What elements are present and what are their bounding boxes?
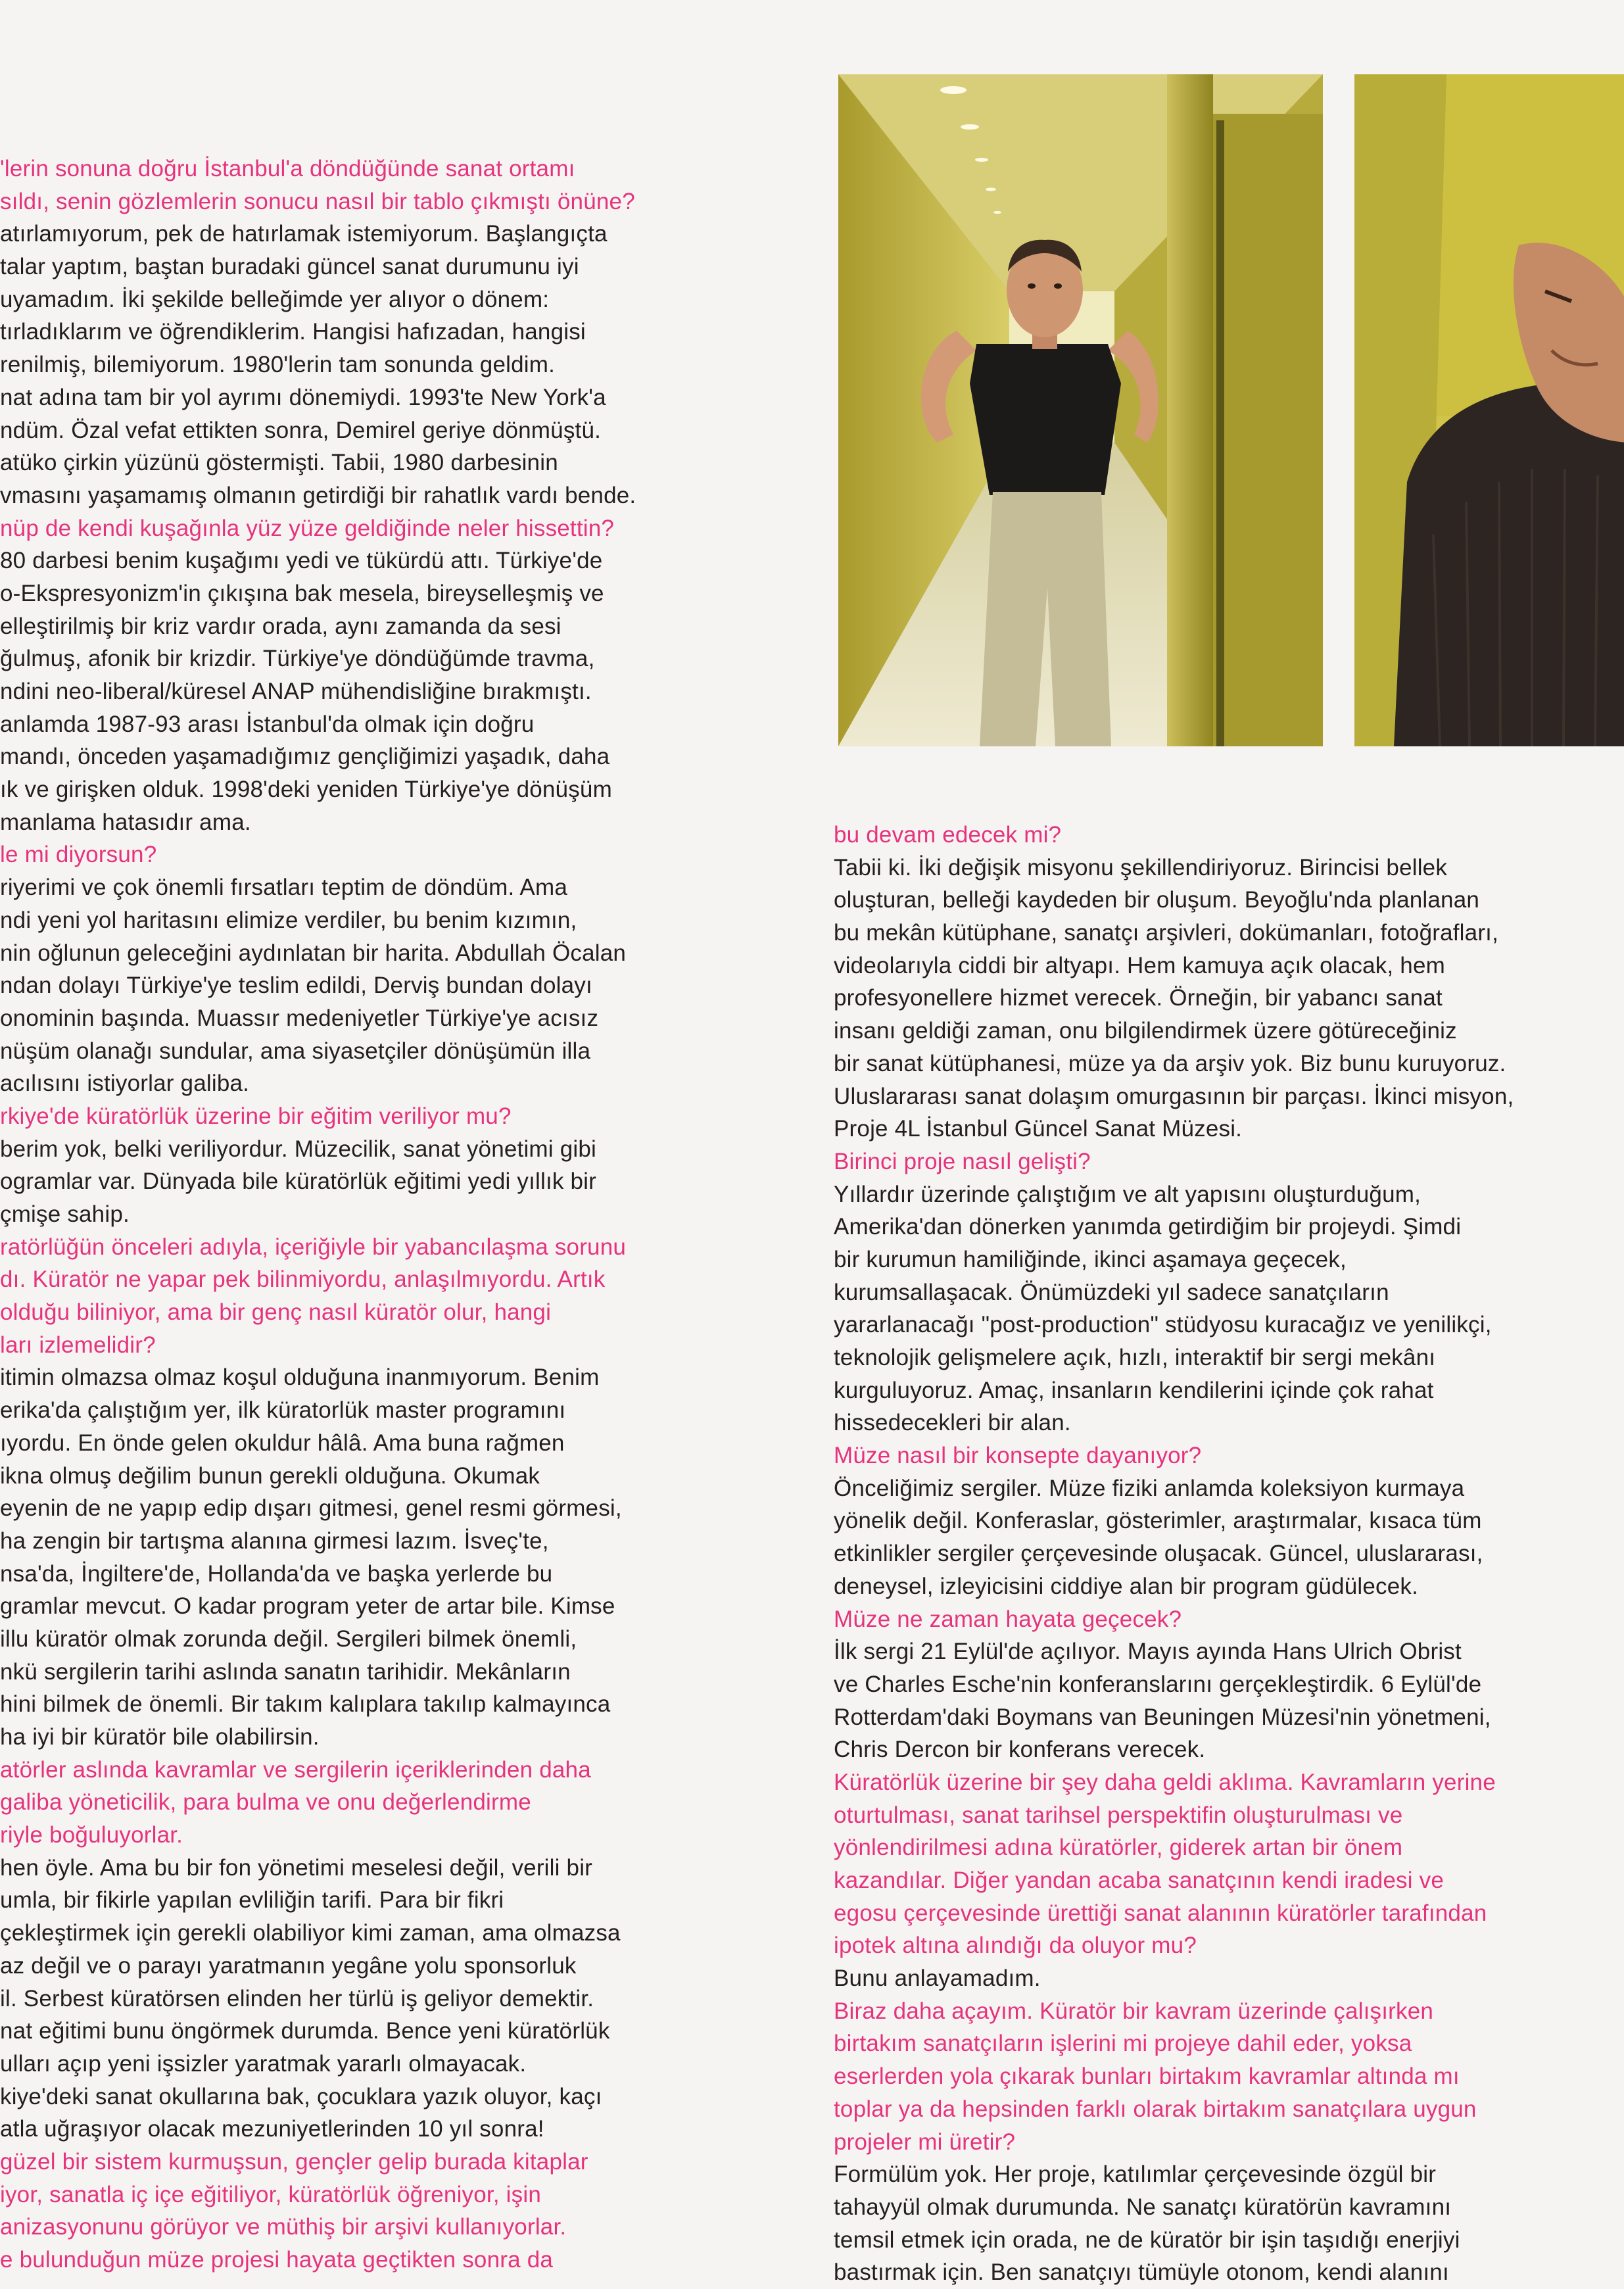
left-answer-line: ogramlar var. Dünyada bile küratörlük eğitimi yedi yıllık bir bbox=[0, 1169, 597, 1195]
left-answer-line: umla, bir fikirle yapılan evliliğin tarifi. Para bir fikri bbox=[0, 1887, 504, 1914]
right-answer-line: yararlanacağı "post-production" stüdyosu kuracağız ve yenilikçi, bbox=[834, 1312, 1492, 1338]
left-answer-line: ha zengin bir tartışma alanına girmesi lazım. İsveç'te, bbox=[0, 1528, 549, 1554]
left-answer-line: ulları açıp yeni işsizler yaratmak yararlı olmayacak. bbox=[0, 2050, 527, 2077]
left-answer-line: itimin olmazsa olmaz koşul olduğuna inanmıyorum. Benim bbox=[0, 1364, 600, 1391]
right-answer-line: bir sanat kütüphanesi, müze ya da arşiv yok. Biz bunu kuruyoruz. bbox=[834, 1050, 1506, 1076]
right-question-line: Müze ne zaman hayata geçecek? bbox=[834, 1606, 1182, 1632]
left-answer-line: erika'da çalıştığım yer, ilk küratorlük master programını bbox=[0, 1397, 566, 1424]
left-answer-line: 80 darbesi benim kuşağımı yedi ve tükürdü attı. Türkiye'de bbox=[0, 548, 603, 574]
left-answer-line: vmasını yaşamamış olmanın getirdiği bir rahatlık vardı bende. bbox=[0, 482, 636, 508]
right-question-line: Küratörlük üzerine bir şey daha geldi aklıma. Kavramların yerine bbox=[834, 1769, 1496, 1795]
right-question-line: kazandılar. Diğer yandan acaba sanatçının kendi iradesi ve bbox=[834, 1867, 1445, 1893]
left-answer-line: riyerimi ve çok önemli fırsatları teptim de döndüm. Ama bbox=[0, 875, 567, 901]
right-question-line: Müze nasıl bir konsepte dayanıyor? bbox=[834, 1443, 1202, 1469]
right-answer-line: profesyonellere hizmet verecek. Örneğin, bir yabancı sanat bbox=[834, 985, 1443, 1011]
left-answer-line: berim yok, belki veriliyordur. Müzecilik, sanat yönetimi gibi bbox=[0, 1136, 596, 1162]
left-answer-line: nsa'da, İngiltere'de, Hollanda'da ve başka yerlerde bu bbox=[0, 1560, 553, 1587]
left-answer-line: ndüm. Özal vefat ettikten sonra, Demirel geriye dönmüştü. bbox=[0, 417, 602, 443]
right-text-column bbox=[834, 819, 1590, 2289]
left-answer-line: atırlamıyorum, pek de hatırlamak istemiyorum. Başlangıçta bbox=[0, 221, 608, 247]
left-answer-line: atüko çirkin yüzünü göstermişti. Tabii, 1980 darbesinin bbox=[0, 450, 558, 476]
left-answer-line: il. Serbest küratörsen elinden her türlü iş geliyor demektir. bbox=[0, 1985, 594, 2012]
right-answer-line: bu mekân kütüphane, sanatçı arşivleri, dokümanları, fotoğrafları, bbox=[834, 920, 1499, 946]
left-answer-line: uyamadım. İki şekilde belleğimde yer alıyor o dönem: bbox=[0, 286, 550, 312]
left-answer-line: ndi yeni yol haritasını elimize verdiler, bu benim kızımın, bbox=[0, 907, 577, 933]
right-question-line: Biraz daha açayım. Küratör bir kavram üzerinde çalışırken bbox=[834, 1998, 1434, 2024]
left-answer-line: nat eğitimi bunu öngörmek durumda. Bence yeni küratörlük bbox=[0, 2018, 610, 2044]
right-question-line: bu devam edecek mi? bbox=[834, 822, 1062, 848]
left-answer-line: gramlar mevcut. O kadar program yeter de artar bile. Kimse bbox=[0, 1593, 615, 1620]
right-answer-line: Uluslararası sanat dolaşım omurgasının bir parçası. İkinci misyon, bbox=[834, 1083, 1514, 1109]
left-question-line: anizasyonunu görüyor ve müthiş bir arşivi kullanıyorlar. bbox=[0, 2214, 567, 2240]
left-question-line: 'lerin sonuna doğru İstanbul'a döndüğünde sanat ortamı bbox=[0, 156, 575, 181]
right-answer-line: Chris Dercon bir konferans verecek. bbox=[834, 1737, 1206, 1763]
left-answer-line: mandı, önceden yaşamadığımız gençliğimizi yaşadık, daha bbox=[0, 744, 610, 770]
left-answer-line: illu küratör olmak zorunda değil. Sergileri bilmek önemli, bbox=[0, 1626, 577, 1652]
left-answer-line: talar yaptım, baştan buradaki güncel sanat durumunu iyi bbox=[0, 254, 579, 280]
right-question-line: oturtulması, sanat tarihsel perspektifin oluşturulması ve bbox=[834, 1802, 1403, 1828]
right-question-line: birtakım sanatçıların işlerini mi projeye dahil eder, yoksa bbox=[834, 2031, 1412, 2057]
left-answer-line: hini bilmek de önemli. Bir takım kalıplara takılıp kalmayınca bbox=[0, 1691, 611, 1718]
right-answer-line: Proje 4L İstanbul Güncel Sanat Müzesi. bbox=[834, 1116, 1243, 1142]
left-question-line: galiba yöneticilik, para bulma ve onu değerlendirme bbox=[0, 1789, 531, 1816]
right-answer-line: Amerika'dan dönerken yanımda getirdiğim bir projeydi. Şimdi bbox=[834, 1214, 1462, 1240]
left-answer-line: hen öyle. Ama bu bir fon yönetimi meselesi değil, verili bir bbox=[0, 1854, 593, 1881]
left-answer-line: ğulmuş, afonik bir krizdir. Türkiye'ye döndüğümde travma, bbox=[0, 646, 595, 672]
right-answer-line: bastırmak için. Ben sanatçıyı tümüyle otonom, kendi alanını bbox=[834, 2259, 1449, 2286]
right-answer-line: yönelik değil. Konferaslar, gösterimler, araştırmalar, kısaca tüm bbox=[834, 1508, 1482, 1534]
left-answer-line: ıyordu. En önde gelen okuldur hâlâ. Ama buna rağmen bbox=[0, 1430, 565, 1456]
left-question-line: ratörlüğün önceleri adıyla, içeriğiyle bir yabancılaşma sorunu bbox=[0, 1234, 627, 1260]
corridor-photo-image bbox=[838, 74, 1323, 746]
left-question-line: güzel bir sistem kurmuşsun, gençler gelip burada kitaplar bbox=[0, 2148, 588, 2175]
left-question-line: dı. Küratör ne yapar pek bilinmiyordu, anlaşılmıyordu. Artık bbox=[0, 1266, 606, 1293]
right-question-line: egosu çerçevesinde ürettiği sanat alanının küratörler tarafından bbox=[834, 1900, 1487, 1926]
left-question-line: nüp de kendi kuşağınla yüz yüze geldiğinde neler hissettin? bbox=[0, 515, 615, 541]
left-answer-line: atla uğraşıyor olacak mezuniyetlerinden 10 yıl sonra! bbox=[0, 2116, 544, 2142]
right-answer-line: videolarıyla ciddi bir altyapı. Hem kamuya açık olacak, hem bbox=[834, 952, 1445, 978]
left-answer-line: acılısını istiyorlar galiba. bbox=[0, 1071, 250, 1097]
right-answer-line: deneysel, izleyicisini ciddiye alan bir program güdülecek. bbox=[834, 1573, 1418, 1599]
right-answer-line: Bunu anlayamadım. bbox=[834, 1965, 1041, 1992]
left-question-line: atörler aslında kavramlar ve sergilerin içeriklerinden daha bbox=[0, 1756, 591, 1783]
closeup-photo bbox=[1354, 74, 1624, 746]
right-answer-line: insanı geldiği zaman, onu bilgilendirmek üzere götüreceğiniz bbox=[834, 1018, 1457, 1044]
left-question-line: iyor, sanatla iç içe eğitiliyor, küratörlük öğreniyor, işin bbox=[0, 2181, 542, 2207]
left-answer-line: çekleştirmek için gerekli olabiliyor kimi zaman, ama olmazsa bbox=[0, 1920, 621, 1946]
left-answer-line: nat adına tam bir yol ayrımı dönemiydi. 1993'te New York'a bbox=[0, 384, 606, 410]
left-answer-line: tırladıklarım ve öğrendiklerim. Hangisi hafızadan, hangisi bbox=[0, 319, 586, 345]
right-question-line: yönlendirilmesi adına küratörler, giderek artan bir önem bbox=[834, 1835, 1403, 1861]
left-answer-line: ık ve girişken olduk. 1998'deki yeniden Türkiye'ye dönüşüm bbox=[0, 777, 612, 803]
left-answer-line: renilmiş, bilemiyorum. 1980'lerin tam sonunda geldim. bbox=[0, 352, 556, 378]
left-answer-line: manlama hatasıdır ama. bbox=[0, 809, 251, 835]
left-answer-line: anlamda 1987-93 arası İstanbul'da olmak için doğru bbox=[0, 711, 535, 737]
right-question-line: eserlerden yola çıkarak bunları birtakım kavramlar altında mı bbox=[834, 2063, 1460, 2090]
right-answer-line: hissedecekleri bir alan. bbox=[834, 1410, 1071, 1436]
left-answer-line: az değil ve o parayı yaratmanın yegâne yolu sponsorluk bbox=[0, 1952, 577, 1979]
right-question-line: Birinci proje nasıl gelişti? bbox=[834, 1148, 1091, 1174]
left-answer-line: ndini neo-liberal/küresel ANAP mühendisliğine bırakmıştı. bbox=[0, 679, 592, 704]
left-answer-line: onominin başında. Muassır medeniyetler Türkiye'ye acısız bbox=[0, 1005, 599, 1031]
right-answer-line: Rotterdam'daki Boymans van Beuningen Müzesi'nin yönetmeni, bbox=[834, 1704, 1491, 1730]
left-question-line: olduğu biliniyor, ama bir genç nasıl küratör olur, hangi bbox=[0, 1299, 552, 1326]
right-answer-line: Tabii ki. İki değişik misyonu şekillendiriyoruz. Birincisi bellek bbox=[834, 854, 1448, 880]
right-answer-line: tahayyül olmak durumunda. Ne sanatçı küratörün kavramını bbox=[834, 2194, 1452, 2220]
right-question-line: ipotek altına alındığı da oluyor mu? bbox=[834, 1933, 1197, 1959]
right-answer-line: temsil etmek için orada, ne de küratör bir işin taşıdığı enerjiyi bbox=[834, 2227, 1460, 2253]
right-question-line: toplar ya da hepsinden farklı olarak birtakım sanatçılara uygun bbox=[834, 2096, 1477, 2122]
right-question-line: projeler mi üretir? bbox=[834, 2129, 1016, 2155]
left-question-line: le mi diyorsun? bbox=[0, 842, 157, 868]
right-answer-line: Önceliğimiz sergiler. Müze fiziki anlamda koleksiyon kurmaya bbox=[834, 1475, 1465, 1501]
right-answer-line: Formülüm yok. Her proje, katılımlar çerçevesinde özgül bir bbox=[834, 2161, 1437, 2188]
right-answer-line: kurguluyoruz. Amaç, insanların kendilerini içinde çok rahat bbox=[834, 1377, 1434, 1403]
right-answer-line: ve Charles Esche'nin konferanslarını gerçekleştirdik. 6 Eylül'de bbox=[834, 1671, 1482, 1697]
right-answer-line: teknolojik gelişmelere açık, hızlı, interaktif bir sergi mekânı bbox=[834, 1345, 1436, 1370]
corridor-photo bbox=[838, 74, 1323, 746]
left-answer-line: çmişe sahip. bbox=[0, 1201, 130, 1227]
left-answer-line: o-Ekspresyonizm'in çıkışına bak mesela, bireyselleşmiş ve bbox=[0, 580, 604, 606]
left-answer-line: nkü sergilerin tarihi aslında sanatın tarihidir. Mekânların bbox=[0, 1658, 571, 1685]
right-answer-line: oluşturan, belleği kaydeden bir oluşum. Beyoğlu'nda planlanan bbox=[834, 887, 1480, 913]
left-answer-line: elleştirilmiş bir kriz vardır orada, aynı zamanda da sesi bbox=[0, 613, 561, 639]
left-question-line: ları izlemelidir? bbox=[0, 1332, 156, 1358]
right-answer-line: Yıllardır üzerinde çalıştığım ve alt yapısını oluşturduğum, bbox=[834, 1181, 1421, 1207]
left-answer-line: ikna olmuş değilim bunun gerekli olduğuna. Okumak bbox=[0, 1462, 540, 1489]
left-answer-line: kiye'deki sanat okullarına bak, çocuklara yazık oluyor, kaçı bbox=[0, 2083, 602, 2109]
left-question-line: rkiye'de küratörlük üzerine bir eğitim veriliyor mu? bbox=[0, 1103, 512, 1129]
left-question-line: e bulunduğun müze projesi hayata geçtikten sonra da bbox=[0, 2247, 554, 2273]
right-answer-line: bir kurumun hamiliğinde, ikinci aşamaya geçecek, bbox=[834, 1246, 1347, 1272]
right-answer-line: kurumsallaşacak. Önümüzdeki yıl sadece sanatçıların bbox=[834, 1279, 1389, 1305]
right-answer-line: etkinlikler sergiler çerçevesinde oluşacak. Güncel, uluslararası, bbox=[834, 1541, 1483, 1567]
left-text-column bbox=[0, 153, 707, 2277]
closeup-photo-image bbox=[1354, 74, 1624, 746]
left-answer-line: nüşüm olanağı sundular, ama siyasetçiler dönüşümün illa bbox=[0, 1038, 591, 1064]
left-question-line: riyle boğuluyorlar. bbox=[0, 1822, 183, 1848]
left-answer-line: nin oğlunun geleceğini aydınlatan bir harita. Abdullah Öcalan bbox=[0, 940, 627, 966]
left-answer-line: ha iyi bir küratör bile olabilirsin. bbox=[0, 1724, 320, 1750]
left-question-line: sıldı, senin gözlemlerin sonucu nasıl bir tablo çıkmıştı önüne? bbox=[0, 188, 635, 214]
right-answer-line: İlk sergi 21 Eylül'de açılıyor. Mayıs ayında Hans Ulrich Obrist bbox=[834, 1639, 1462, 1665]
left-answer-line: ndan dolayı Türkiye'ye teslim edildi, Derviş bundan dolayı bbox=[0, 973, 592, 999]
left-answer-line: eyenin de ne yapıp edip dışarı gitmesi, genel resmi görmesi, bbox=[0, 1495, 622, 1522]
